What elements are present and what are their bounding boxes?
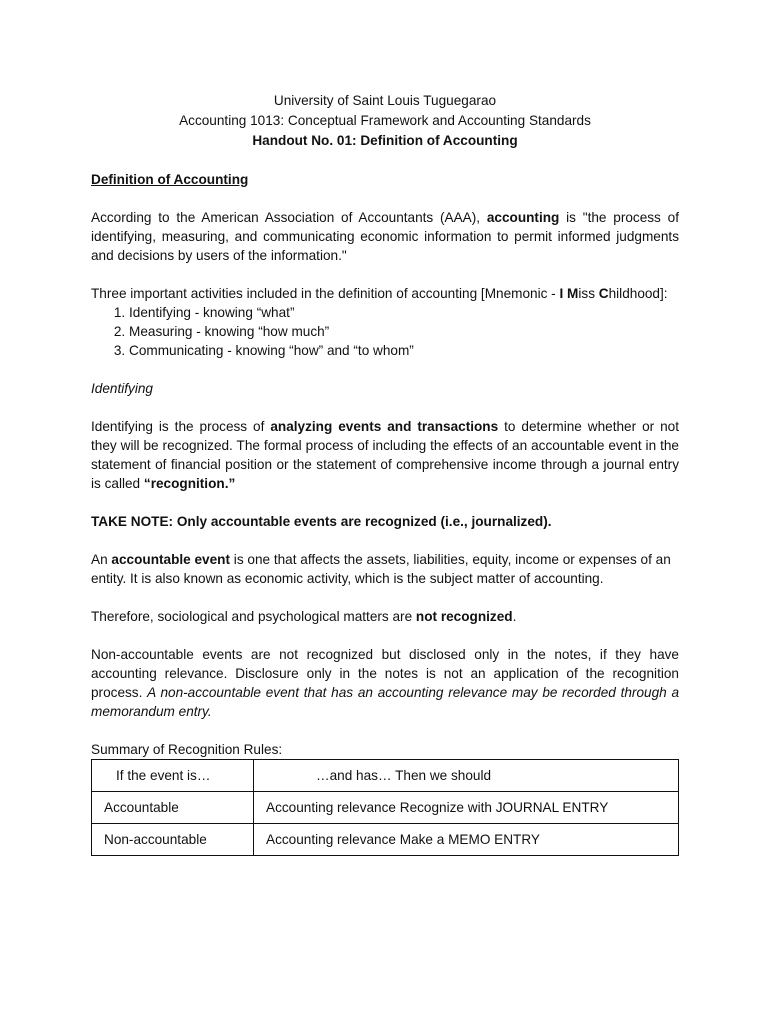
activities-list [91,303,679,360]
table-cell: Accounting relevance Recognize with JOURNAL ENTRY [254,792,679,824]
recognition-rules-table [91,759,679,856]
non-accountable-paragraph: Non-accountable events are not recognized but disclosed only in the notes, if they have accounting relevance. Disclosure only in the notes is not an application of the recognition process. A non-accountable event that has an accounting relevance may be recorded through a memorandum entry. [91,647,680,719]
document-header [91,91,679,151]
list-item: 3. Communicating - knowing “how” and “to whom” [129,341,679,360]
table-header-cell: If the event is… [92,760,254,792]
table-row [92,824,679,856]
table-row [92,792,679,824]
table-cell: Accountable [92,792,254,824]
activities-intro: Three important activities included in the definition of accounting [Mnemonic - I Miss Childhood]: [91,286,668,301]
course-title: Accounting 1013: Conceptual Framework and Accounting Standards [179,113,591,128]
document-page [91,91,679,856]
identifying-heading: Identifying [91,381,153,396]
list-item: 1. Identifying - knowing “what” [129,303,679,322]
handout-title: Handout No. 01: Definition of Accounting [252,133,518,148]
table-header-row [92,760,679,792]
summary-label: Summary of Recognition Rules: [91,742,283,757]
table-cell: Non-accountable [92,824,254,856]
take-note: TAKE NOTE: Only accountable events are recognized (i.e., journalized). [91,514,552,529]
accountable-event-paragraph: An accountable event is one that affects the assets, liabilities, equity, income or expenses of an entity. It is also known as economic activity, which is the subject matter of accounting. [91,552,671,586]
university-name: University of Saint Louis Tuguegarao [273,93,497,108]
therefore-paragraph: Therefore, sociological and psychological matters are not recognized. [91,609,517,624]
table-header-cell: …and has… Then we should [254,760,679,792]
definition-paragraph: According to the American Association of Accountants (AAA), accounting is "the process of identifying, measuring, and communicating economic information to permit informed judgments and decisions by users of the information." [91,210,679,263]
section-title: Definition of Accounting [91,172,249,187]
list-item: 2. Measuring - knowing “how much” [129,322,679,341]
table-cell: Accounting relevance Make a MEMO ENTRY [254,824,679,856]
identifying-paragraph: Identifying is the process of analyzing events and transactions to determine whether or not they will be recognized. The formal process of including the effects of an accountable event in the statement of financial position or the statement of comprehensive income through a journal entry is called “recognition.” [91,419,680,491]
